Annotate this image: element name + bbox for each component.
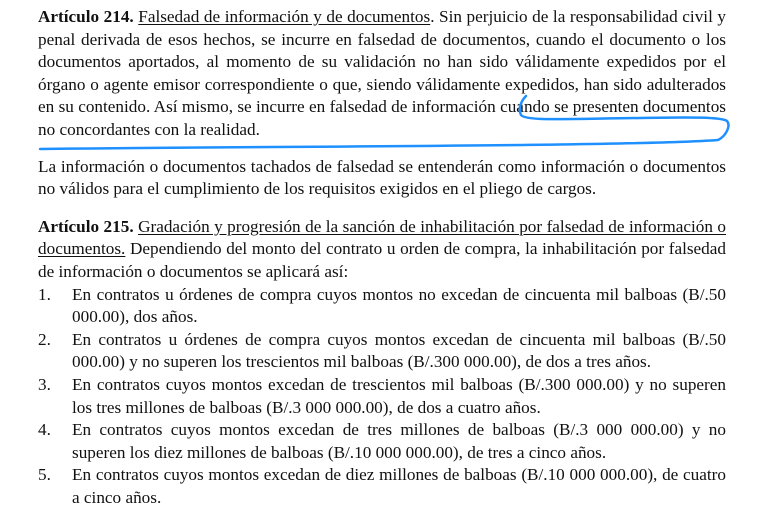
sanction-list [38,284,726,510]
article-215-intro: Dependiendo del monto del contrato u orden de compra, la inhabilitación por falsedad de información o documentos se aplicará así: [38,239,726,281]
article-215-heading: Gradación y progresión de la sanción de inhabilitación por falsedad de información o documentos. [38,216,726,259]
list-item [38,374,726,419]
article-215-paragraph [38,216,726,284]
list-item-number: 5. [38,465,51,485]
article-215-title: Artículo 215. [38,216,134,236]
list-item-text: En contratos cuyos montos excedan de trescientos mil balboas (B/.300 000.00) y no superen los tres millones de balboas (B/.3 000 000.00), de dos a cuatro años. [72,374,726,417]
list-item [38,329,726,374]
article-214-heading: Falsedad de información y de documentos [138,7,431,26]
highlighted-sentence: Así mismo, se incurre en falsedad de información cuando se presenten documentos no concordantes con la realidad. [38,97,726,139]
list-item [38,464,726,509]
article-214-body: . Sin perjuicio de la responsabilidad civil y penal derivada de esos hechos, se incurre en falsedad de documentos, cuando el documento o los documentos aportados, al momento de su validación no han sido válidamente expedidos por el órgano o agente emisor correspondiente o que, siendo válidamente expedidos, han sido adulterados en su contenido. [38,7,726,117]
article-214-paragraph [38,6,726,142]
list-item-text: En contratos u órdenes de compra cuyos montos no excedan de cincuenta mil balboas (B/.50 000.00), dos años. [72,284,726,327]
article-214-title: Artículo 214. [38,7,134,26]
list-item-text: En contratos cuyos montos excedan de diez millones de balboas (B/.10 000 000.00), de cuatro a cinco años. [72,465,726,507]
list-item [38,419,726,464]
list-item-number: 1. [38,284,51,304]
list-item-text: En contratos cuyos montos excedan de tres millones de balboas (B/.3 000 000.00) y no superen los diez millones de balboas (B/.10 000 000.00), de tres a cinco años. [72,420,726,462]
article-214-second-paragraph: La información o documentos tachados de falsedad se entenderán como información o documentos no válidos para el cumplimiento de los requisitos exigidos en el pliego de cargos. [38,156,726,199]
document-body [38,6,726,509]
list-item-text: En contratos u órdenes de compra cuyos montos excedan de cincuenta mil balboas (B/.50 000.00) y no superen los trescientos mil balboas (B/.300 000.00), de dos a tres años. [72,329,726,372]
list-item-number: 3. [38,374,51,394]
list-item-number: 4. [38,420,51,440]
list-item [38,284,726,329]
list-item-number: 2. [38,329,51,349]
